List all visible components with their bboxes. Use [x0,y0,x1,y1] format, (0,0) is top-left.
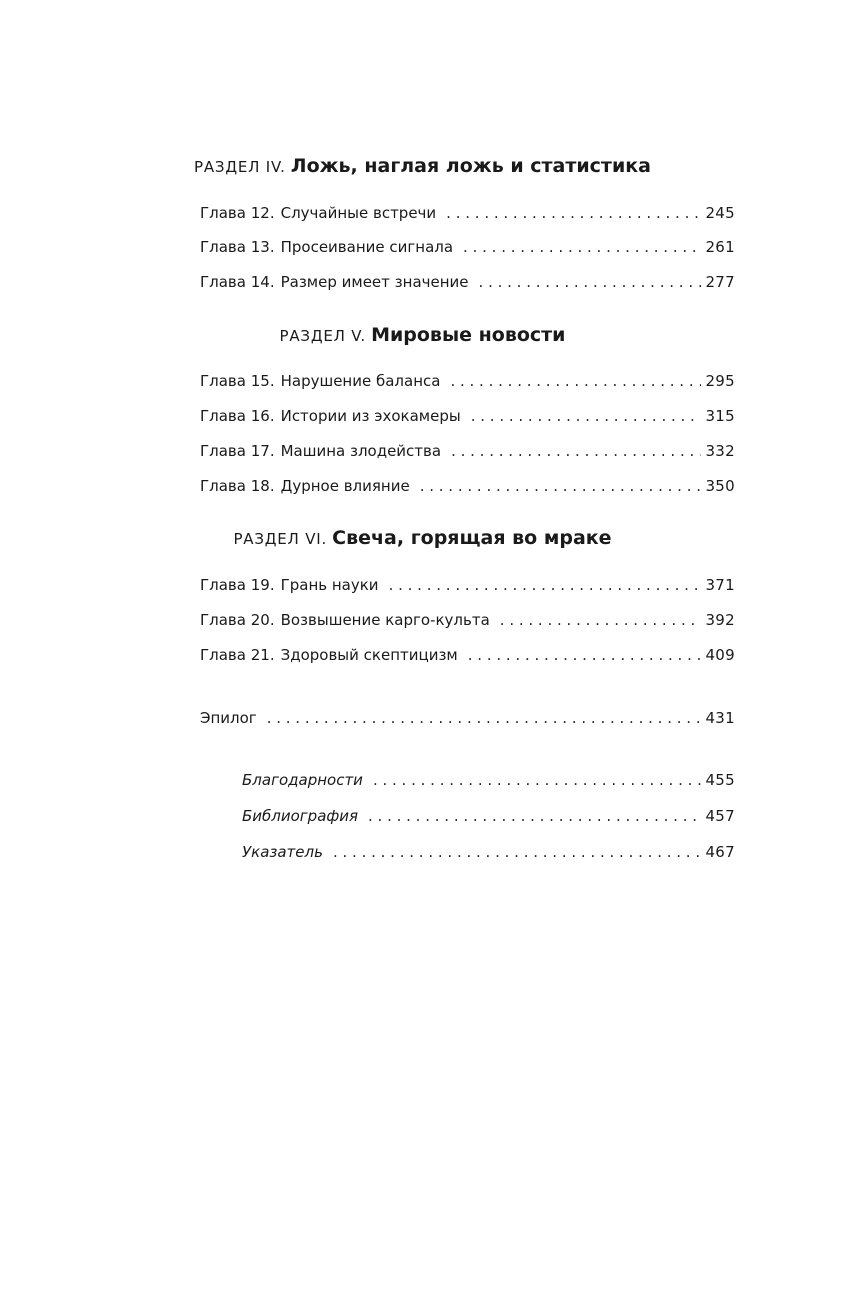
dot-leader [373,767,702,793]
chapter-number: Глава 18. [200,477,275,495]
toc-entry-chapter-13[interactable] [200,234,735,260]
dot-leader [500,607,702,633]
toc-entry-chapter-19[interactable] [200,572,735,598]
section-title: Ложь, наглая ложь и статистика [290,155,651,177]
toc-entry-chapter-12[interactable] [200,200,735,226]
section-label: РАЗДЕЛ IV. [194,158,286,176]
chapter-title: Истории из эхокамеры [280,407,461,425]
page-number: 371 [705,576,735,594]
chapter-title: Нарушение баланса [280,372,441,390]
toc-entry-chapter-20[interactable] [200,607,735,633]
toc-entry-chapter-14[interactable] [200,269,735,295]
toc-entry-index[interactable] [242,839,735,865]
chapter-title: Случайные встречи [280,204,437,222]
back-matter-title: Указатель [242,843,323,861]
dot-leader [446,200,701,226]
page-number: 457 [705,807,735,825]
dot-leader [333,839,702,865]
chapter-title: Возвышение карго-культа [280,611,490,629]
page-number: 295 [705,372,735,390]
dot-leader [479,269,702,295]
page-number: 261 [705,238,735,256]
dot-leader [420,473,702,499]
toc-entry-chapter-16[interactable] [200,403,735,429]
chapter-number: Глава 12. [200,204,275,222]
dot-leader [389,572,702,598]
chapter-number: Глава 20. [200,611,275,629]
chapter-title: Дурное влияние [280,477,410,495]
toc-entry-chapter-21[interactable] [200,642,735,668]
page-number: 245 [705,204,735,222]
dot-leader [463,234,701,260]
section-title: Свеча, горящая во мраке [332,527,612,549]
page-number: 467 [705,843,735,861]
chapter-number: Глава 14. [200,273,275,291]
toc-entry-acknowledgements[interactable] [242,767,735,793]
chapter-number: Глава 16. [200,407,275,425]
page-number: 431 [705,709,735,727]
section-label: РАЗДЕЛ VI. [233,530,328,548]
dot-leader [451,438,701,464]
chapter-title: Машина злодейства [280,442,442,460]
toc-entry-epilogue[interactable] [200,705,735,731]
dot-leader [267,705,702,731]
section-heading-iv [0,151,845,181]
chapter-title: Просеивание сигнала [280,238,454,256]
section-heading-v [0,320,845,350]
epilogue-title: Эпилог [200,709,257,727]
chapter-title: Размер имеет значение [280,273,469,291]
toc-entry-bibliography[interactable] [242,803,735,829]
page-number: 392 [705,611,735,629]
back-matter-title: Благодарности [242,771,363,789]
dot-leader [450,368,701,394]
chapter-number: Глава 13. [200,238,275,256]
chapter-title: Грань науки [280,576,379,594]
page-number: 277 [705,273,735,291]
chapter-number: Глава 17. [200,442,275,460]
dot-leader [471,403,702,429]
dot-leader [468,642,702,668]
chapter-title: Здоровый скептицизм [280,646,458,664]
page-number: 332 [705,442,735,460]
dot-leader [368,803,701,829]
section-heading-vi [0,523,845,553]
page-number: 455 [705,771,735,789]
chapter-number: Глава 21. [200,646,275,664]
page-number: 350 [705,477,735,495]
chapter-number: Глава 19. [200,576,275,594]
chapter-number: Глава 15. [200,372,275,390]
toc-entry-chapter-15[interactable] [200,368,735,394]
page-number: 409 [705,646,735,664]
toc-entry-chapter-17[interactable] [200,438,735,464]
back-matter-title: Библиография [242,807,358,825]
toc-entry-chapter-18[interactable] [200,473,735,499]
section-label: РАЗДЕЛ V. [279,327,366,345]
page-number: 315 [705,407,735,425]
section-title: Мировые новости [371,324,566,346]
